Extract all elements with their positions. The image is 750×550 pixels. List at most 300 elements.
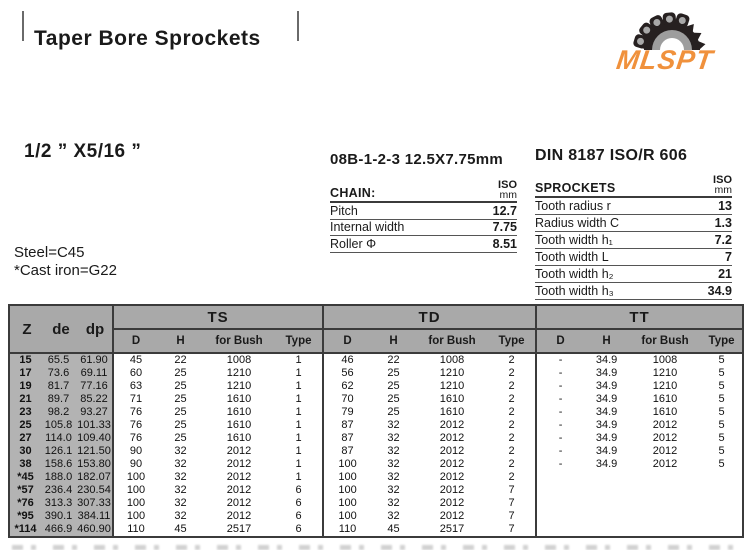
table-cell: 6 bbox=[295, 497, 302, 509]
spec-header-row bbox=[330, 180, 517, 203]
table-cell: 1 bbox=[295, 419, 302, 431]
table-cell: 32 bbox=[387, 471, 400, 483]
table-cell: 2 bbox=[508, 406, 515, 418]
table-cell bbox=[629, 523, 701, 537]
table-cell: *114 bbox=[9, 523, 41, 537]
page-title: Taper Bore Sprockets bbox=[34, 27, 261, 51]
spec-label: Roller Φ bbox=[330, 236, 377, 251]
table-cell bbox=[536, 497, 584, 510]
table-cell: 1 bbox=[295, 367, 302, 379]
spec-row bbox=[330, 203, 517, 220]
table-cell: 90 bbox=[113, 445, 158, 458]
table-cell bbox=[584, 484, 629, 497]
sub-header-row bbox=[9, 329, 743, 353]
spec-value: 34.9 bbox=[707, 284, 732, 298]
table-cell: 34.9 bbox=[595, 445, 618, 457]
table-cell: 2012 bbox=[652, 458, 678, 470]
table-cell: 32 bbox=[174, 458, 187, 470]
table-cell bbox=[629, 497, 701, 510]
table-cell: 25 bbox=[174, 380, 187, 392]
table-cell bbox=[701, 471, 743, 484]
table-cell: 79 bbox=[323, 406, 371, 419]
table-cell: 76 bbox=[113, 406, 158, 419]
table-cell: 2012 bbox=[439, 458, 465, 470]
table-cell: 5 bbox=[718, 445, 725, 457]
table-cell: 2012 bbox=[439, 471, 465, 483]
table-cell bbox=[536, 523, 584, 537]
table-cell: 1610 bbox=[652, 406, 678, 418]
subcol-ts-type: Type bbox=[275, 329, 323, 353]
table-cell: 73.6 bbox=[41, 367, 76, 380]
table-cell: 34.9 bbox=[595, 406, 618, 418]
table-cell: 1 bbox=[295, 380, 302, 392]
subcol-tt-d: D bbox=[536, 329, 584, 353]
table-cell: 71 bbox=[113, 393, 158, 406]
chain-spec-rows bbox=[330, 203, 517, 253]
subcol-td-bush: for Bush bbox=[416, 329, 488, 353]
spec-row bbox=[535, 249, 732, 266]
table-cell: 126.1 bbox=[41, 445, 76, 458]
spec-label: Tooth width h₁ bbox=[535, 233, 613, 247]
table-cell: - bbox=[536, 406, 584, 419]
table-cell: 46 bbox=[323, 353, 371, 367]
table-cell: 2517 bbox=[226, 523, 252, 535]
spec-unit-iso: ISO bbox=[713, 174, 732, 186]
material-notes bbox=[14, 244, 117, 280]
group-header-tt: TT bbox=[536, 305, 743, 329]
table-cell: 100 bbox=[323, 510, 371, 523]
table-cell: 6 bbox=[295, 484, 302, 496]
table-cell: 32 bbox=[387, 419, 400, 431]
table-cell: 1008 bbox=[652, 354, 678, 366]
table-cell: 63 bbox=[113, 380, 158, 393]
table-cell: 61.90 bbox=[76, 353, 113, 367]
table-cell: 32 bbox=[387, 445, 400, 457]
table-cell: *95 bbox=[9, 510, 41, 523]
corner-header-cell bbox=[9, 305, 113, 353]
table-cell: 230.54 bbox=[76, 484, 113, 497]
table-cell: 45 bbox=[387, 523, 400, 535]
table-cell: 110 bbox=[323, 523, 371, 537]
spec-value: 12.7 bbox=[492, 203, 517, 218]
table-row bbox=[9, 419, 743, 432]
table-cell: 105.8 bbox=[41, 419, 76, 432]
table-cell: 32 bbox=[387, 510, 400, 522]
table-cell: - bbox=[536, 432, 584, 445]
table-cell: 25 bbox=[9, 419, 41, 432]
table-cell: 2 bbox=[508, 393, 515, 405]
spec-label: Internal width bbox=[330, 220, 405, 235]
table-cell: 34.9 bbox=[595, 458, 618, 470]
spec-row bbox=[535, 266, 732, 283]
table-cell: 100 bbox=[113, 510, 158, 523]
subcol-td-d: D bbox=[323, 329, 371, 353]
table-cell: 1610 bbox=[226, 419, 252, 431]
spec-table-label: SPROCKETS bbox=[535, 181, 616, 195]
title-rule-left bbox=[22, 11, 24, 41]
table-cell: 313.3 bbox=[41, 497, 76, 510]
table-cell bbox=[536, 484, 584, 497]
table-cell: 25 bbox=[174, 367, 187, 379]
table-cell: 2012 bbox=[226, 445, 252, 457]
table-cell: 390.1 bbox=[41, 510, 76, 523]
table-cell: 158.6 bbox=[41, 458, 76, 471]
table-cell: 19 bbox=[9, 380, 41, 393]
table-cell: 384.11 bbox=[76, 510, 113, 523]
table-cell: 100 bbox=[323, 458, 371, 471]
table-cell: 1 bbox=[295, 393, 302, 405]
table-cell: 153.80 bbox=[76, 458, 113, 471]
spec-unit-mm: mm bbox=[499, 189, 517, 201]
spec-value: 7 bbox=[725, 250, 732, 264]
table-cell bbox=[629, 484, 701, 497]
table-cell: 6 bbox=[295, 523, 302, 535]
table-cell: 100 bbox=[323, 484, 371, 497]
main-table bbox=[8, 304, 744, 538]
chain-spec-heading: 08B-1-2-3 12.5X7.75mm bbox=[330, 151, 504, 168]
table-cell: 25 bbox=[174, 393, 187, 405]
table-cell: 45 bbox=[113, 353, 158, 367]
table-cell: 2012 bbox=[226, 484, 252, 496]
table-cell: 1008 bbox=[439, 354, 465, 366]
subcol-td-type: Type bbox=[488, 329, 536, 353]
table-cell: 1210 bbox=[652, 367, 678, 379]
table-cell: 23 bbox=[9, 406, 41, 419]
table-cell: 56 bbox=[323, 367, 371, 380]
table-cell: 27 bbox=[9, 432, 41, 445]
table-cell: 7 bbox=[508, 497, 515, 509]
table-cell: 90 bbox=[113, 458, 158, 471]
spec-value: 7.75 bbox=[492, 220, 517, 235]
table-cell: 307.33 bbox=[76, 497, 113, 510]
din-heading: DIN 8187 ISO/R 606 bbox=[535, 147, 688, 164]
spec-row bbox=[330, 220, 517, 237]
table-cell: 7 bbox=[508, 484, 515, 496]
subcol-ts-h: H bbox=[158, 329, 203, 353]
sprocket-spec-table bbox=[535, 175, 732, 300]
subcol-td-h: H bbox=[371, 329, 416, 353]
logo-text: MLSPT bbox=[614, 45, 716, 75]
spec-row bbox=[535, 198, 732, 215]
table-cell: 62 bbox=[323, 380, 371, 393]
table-cell: 1610 bbox=[226, 393, 252, 405]
table-cell: 77.16 bbox=[76, 380, 113, 393]
table-cell: 1610 bbox=[652, 393, 678, 405]
table-cell: 34.9 bbox=[595, 393, 618, 405]
table-cell: 2012 bbox=[439, 484, 465, 496]
table-cell bbox=[701, 484, 743, 497]
table-cell: - bbox=[536, 380, 584, 393]
group-header-row bbox=[9, 305, 743, 329]
table-cell: 87 bbox=[323, 419, 371, 432]
table-cell: 5 bbox=[718, 432, 725, 444]
table-cell: 32 bbox=[174, 484, 187, 496]
table-cell: 25 bbox=[387, 393, 400, 405]
spec-units bbox=[713, 175, 732, 195]
bottom-cropped-text-remnant bbox=[12, 545, 738, 550]
table-cell bbox=[536, 510, 584, 523]
subcol-tt-bush: for Bush bbox=[629, 329, 701, 353]
table-cell: 100 bbox=[113, 484, 158, 497]
table-cell: 32 bbox=[174, 497, 187, 509]
spec-label: Tooth radius r bbox=[535, 199, 611, 213]
table-cell: 76 bbox=[113, 432, 158, 445]
table-cell: 5 bbox=[718, 367, 725, 379]
table-cell: 1610 bbox=[226, 406, 252, 418]
table-cell: *57 bbox=[9, 484, 41, 497]
table-cell bbox=[629, 471, 701, 484]
table-cell: 100 bbox=[323, 471, 371, 484]
table-cell: 25 bbox=[387, 367, 400, 379]
table-cell: - bbox=[536, 367, 584, 380]
table-row bbox=[9, 445, 743, 458]
table-cell: 2012 bbox=[439, 432, 465, 444]
table-row bbox=[9, 367, 743, 380]
table-cell: 182.07 bbox=[76, 471, 113, 484]
table-cell: 1008 bbox=[226, 354, 252, 366]
subcol-ts-bush: for Bush bbox=[203, 329, 275, 353]
table-cell: 110 bbox=[113, 523, 158, 537]
table-cell: 1 bbox=[295, 458, 302, 470]
spec-header-row bbox=[535, 175, 732, 198]
spec-label: Tooth width L bbox=[535, 250, 609, 264]
table-cell: 25 bbox=[174, 432, 187, 444]
table-cell: 7 bbox=[508, 523, 515, 535]
chain-spec-table bbox=[330, 180, 517, 253]
table-cell: 2012 bbox=[439, 497, 465, 509]
table-row bbox=[9, 523, 743, 537]
table-cell: 22 bbox=[174, 354, 187, 366]
table-cell: 466.9 bbox=[41, 523, 76, 537]
col-header-z: Z bbox=[22, 320, 32, 338]
table-cell: 2012 bbox=[226, 497, 252, 509]
table-row bbox=[9, 510, 743, 523]
table-cell: 1 bbox=[295, 471, 302, 483]
table-cell: - bbox=[536, 458, 584, 471]
table-cell: 38 bbox=[9, 458, 41, 471]
spec-label: Pitch bbox=[330, 203, 358, 218]
table-cell: - bbox=[536, 353, 584, 367]
spec-row bbox=[330, 236, 517, 253]
table-cell: 25 bbox=[387, 406, 400, 418]
table-cell: 101.33 bbox=[76, 419, 113, 432]
spec-row bbox=[535, 215, 732, 232]
col-header-dp: dp bbox=[85, 320, 105, 338]
table-cell: 2 bbox=[508, 432, 515, 444]
table-cell bbox=[584, 510, 629, 523]
spec-label: Tooth width h₂ bbox=[535, 267, 614, 281]
table-cell: 21 bbox=[9, 393, 41, 406]
table-cell: 5 bbox=[718, 380, 725, 392]
table-cell: 15 bbox=[9, 353, 41, 367]
table-cell: 5 bbox=[718, 458, 725, 470]
table-cell bbox=[584, 497, 629, 510]
table-cell bbox=[584, 471, 629, 484]
title-rule-right bbox=[297, 11, 299, 41]
table-cell: 5 bbox=[718, 419, 725, 431]
spec-value: 13 bbox=[718, 199, 732, 213]
spec-table-label: CHAIN: bbox=[330, 186, 376, 200]
spec-unit-iso: ISO bbox=[498, 179, 517, 191]
table-cell: 460.90 bbox=[76, 523, 113, 537]
table-cell: 1210 bbox=[226, 367, 252, 379]
table-cell: 1210 bbox=[439, 367, 465, 379]
table-cell: 32 bbox=[174, 445, 187, 457]
table-cell: 100 bbox=[323, 497, 371, 510]
table-cell: 17 bbox=[9, 367, 41, 380]
table-cell: 1 bbox=[295, 432, 302, 444]
table-cell: 5 bbox=[718, 354, 725, 366]
table-cell: 2012 bbox=[439, 419, 465, 431]
table-cell: 114.0 bbox=[41, 432, 76, 445]
table-cell: 2 bbox=[508, 458, 515, 470]
table-cell: 188.0 bbox=[41, 471, 76, 484]
table-cell: 109.40 bbox=[76, 432, 113, 445]
table-cell: 87 bbox=[323, 445, 371, 458]
table-row bbox=[9, 484, 743, 497]
table-cell: 98.2 bbox=[41, 406, 76, 419]
table-cell: 89.7 bbox=[41, 393, 76, 406]
table-cell: *45 bbox=[9, 471, 41, 484]
table-cell: 65.5 bbox=[41, 353, 76, 367]
spec-units bbox=[498, 180, 517, 200]
table-cell: 81.7 bbox=[41, 380, 76, 393]
table-cell: 1 bbox=[295, 406, 302, 418]
table-row bbox=[9, 471, 743, 484]
table-cell: 1 bbox=[295, 354, 302, 366]
col-header-de: de bbox=[52, 320, 70, 338]
table-row bbox=[9, 458, 743, 471]
table-cell: 1210 bbox=[439, 380, 465, 392]
table-row bbox=[9, 432, 743, 445]
spec-value: 7.2 bbox=[714, 233, 732, 247]
table-cell: 100 bbox=[113, 497, 158, 510]
table-cell: 22 bbox=[387, 354, 400, 366]
table-cell: 34.9 bbox=[595, 419, 618, 431]
table-cell: 45 bbox=[174, 523, 187, 535]
table-cell: 2 bbox=[508, 419, 515, 431]
table-cell: 34.9 bbox=[595, 354, 618, 366]
table-cell bbox=[701, 523, 743, 537]
table-cell: 34.9 bbox=[595, 367, 618, 379]
logo bbox=[598, 4, 732, 76]
table-cell bbox=[536, 471, 584, 484]
table-cell: 60 bbox=[113, 367, 158, 380]
spec-label: Radius width C bbox=[535, 216, 620, 230]
table-cell: 76 bbox=[113, 419, 158, 432]
table-cell: 1210 bbox=[652, 380, 678, 392]
table-cell bbox=[701, 497, 743, 510]
table-cell: - bbox=[536, 419, 584, 432]
table-cell: 1 bbox=[295, 445, 302, 457]
spec-label: Tooth width h₃ bbox=[535, 284, 614, 298]
subcol-tt-type: Type bbox=[701, 329, 743, 353]
table-cell: 1610 bbox=[439, 406, 465, 418]
sprocket-spec-rows bbox=[535, 198, 732, 300]
table-cell: 121.50 bbox=[76, 445, 113, 458]
table-cell: 25 bbox=[174, 406, 187, 418]
table-cell: 32 bbox=[174, 510, 187, 522]
table-cell: 236.4 bbox=[41, 484, 76, 497]
table-cell: 2 bbox=[508, 367, 515, 379]
table-cell: - bbox=[536, 393, 584, 406]
table-cell: 2517 bbox=[439, 523, 465, 535]
spec-row bbox=[535, 232, 732, 249]
table-cell bbox=[701, 510, 743, 523]
table-cell: 2012 bbox=[226, 458, 252, 470]
table-cell: 70 bbox=[323, 393, 371, 406]
table-cell: 32 bbox=[387, 484, 400, 496]
table-cell: 5 bbox=[718, 393, 725, 405]
table-cell: 2 bbox=[508, 354, 515, 366]
table-cell: 2 bbox=[508, 380, 515, 392]
table-cell bbox=[584, 523, 629, 537]
table-cell: *76 bbox=[9, 497, 41, 510]
table-cell: 6 bbox=[295, 510, 302, 522]
table-cell: 2012 bbox=[652, 432, 678, 444]
table-cell: 2012 bbox=[226, 471, 252, 483]
material-note-cast-iron: *Cast iron=G22 bbox=[14, 262, 117, 279]
subcol-tt-h: H bbox=[584, 329, 629, 353]
table-cell: 1210 bbox=[226, 380, 252, 392]
table-cell: 2012 bbox=[652, 419, 678, 431]
table-cell: 87 bbox=[323, 432, 371, 445]
table-cell: 100 bbox=[113, 471, 158, 484]
group-header-ts: TS bbox=[113, 305, 323, 329]
spec-unit-mm: mm bbox=[714, 184, 732, 196]
table-cell: 2012 bbox=[439, 510, 465, 522]
table-cell: 2 bbox=[508, 471, 515, 483]
table-row bbox=[9, 497, 743, 510]
table-row bbox=[9, 353, 743, 367]
table-cell bbox=[629, 510, 701, 523]
table-cell: 85.22 bbox=[76, 393, 113, 406]
spec-row bbox=[535, 283, 732, 300]
table-cell: 5 bbox=[718, 406, 725, 418]
table-cell: 69.11 bbox=[76, 367, 113, 380]
table-cell: 2 bbox=[508, 445, 515, 457]
spec-value: 1.3 bbox=[714, 216, 732, 230]
table-cell: 25 bbox=[387, 380, 400, 392]
size-label: 1/2 ” X5/16 ” bbox=[24, 141, 142, 162]
table-cell: 1610 bbox=[226, 432, 252, 444]
table-cell: - bbox=[536, 445, 584, 458]
table-cell: 34.9 bbox=[595, 380, 618, 392]
group-header-td: TD bbox=[323, 305, 536, 329]
table-row bbox=[9, 380, 743, 393]
table-cell: 32 bbox=[387, 458, 400, 470]
material-note-steel: Steel=C45 bbox=[14, 244, 85, 261]
table-cell: 32 bbox=[387, 432, 400, 444]
table-cell: 2012 bbox=[439, 445, 465, 457]
table-cell: 7 bbox=[508, 510, 515, 522]
table-cell: 2012 bbox=[652, 445, 678, 457]
table-cell: 2012 bbox=[226, 510, 252, 522]
table-cell: 93.27 bbox=[76, 406, 113, 419]
table-cell: 25 bbox=[174, 419, 187, 431]
table-cell: 32 bbox=[174, 471, 187, 483]
table-row bbox=[9, 393, 743, 406]
spec-value: 8.51 bbox=[492, 236, 517, 251]
table-cell: 34.9 bbox=[595, 432, 618, 444]
spec-value: 21 bbox=[718, 267, 732, 281]
table-cell: 1610 bbox=[439, 393, 465, 405]
table-cell: 30 bbox=[9, 445, 41, 458]
table-cell: 32 bbox=[387, 497, 400, 509]
table-row bbox=[9, 406, 743, 419]
main-table-body bbox=[9, 353, 743, 537]
subcol-ts-d: D bbox=[113, 329, 158, 353]
